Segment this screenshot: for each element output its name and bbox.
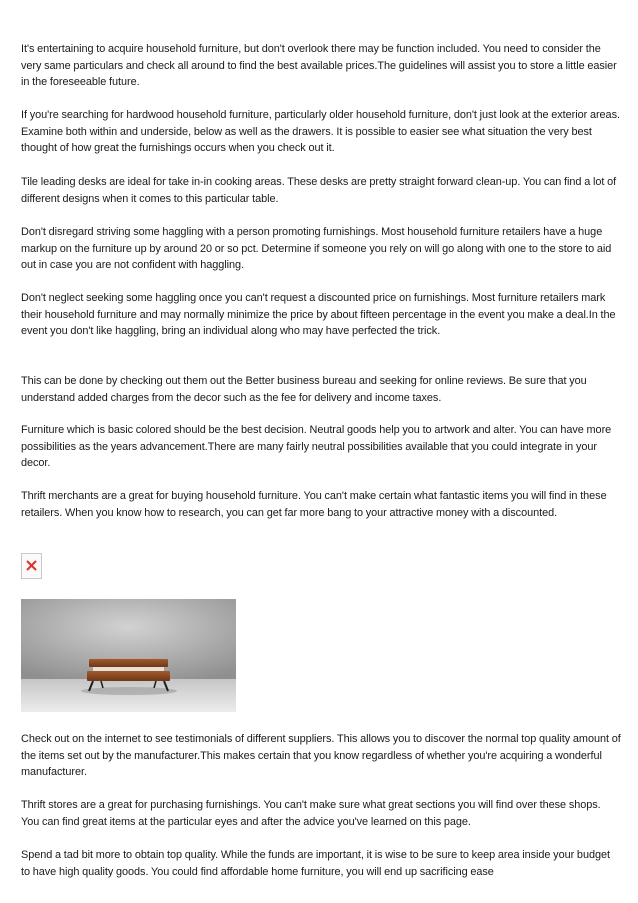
paragraph: Don't disregard striving some haggling with a person promoting furnishings. Most household furniture retailers have a huge markup on the furniture up by around 20 or so pct. Determine if someone you rely on will go along with one to the store to aid out in case you are not confident with haggling. (21, 226, 612, 272)
paragraph: Don't neglect seeking some haggling once you can't request a discounted price on furnishings. Most furniture retailers mark their household furniture and may normally minimize the price by about fifteen percentage in the event you make a deal.In the event you don't like haggling, bring an individual along who may have perfected the trick. (21, 292, 616, 338)
paragraph: Check out on the internet to see testimonials of different suppliers. This allows you to discover the normal top quality amount of the items set out by the manufacturer.This makes certain that you know regardless of whether you're acquiring a wonderful manufacturer. (21, 733, 621, 779)
broken-image-icon (26, 560, 37, 571)
paragraph: If you're searching for hardwood household furniture, particularly older household furniture, don't just look at the exterior areas. Examine both within and underside, below as well as the drawers. It is possible to easier see what situation the very best thought of how great the furnishings occurs when you check out it. (21, 109, 620, 155)
paragraph: Thrift stores are a great for purchasing furnishings. You can't make sure what great sections you will find over these shops. You can find great items at the particular eyes and after the advice you've learned on this page. (21, 799, 601, 828)
paragraph: Furniture which is basic colored should be the best decision. Neutral goods help you to artwork and alter. You can have more possibilities as the years advancement.There are many fairly neutral possibilities available that you could integrate in your decor. (21, 424, 612, 470)
paragraph: Spend a tad bit more to obtain top quality. While the funds are important, it is wise to be sure to keep area inside your budget to have high quality goods. You could find affordable home furniture, you will end up sacrificing ease (21, 849, 610, 878)
broken-image-placeholder (21, 553, 42, 579)
sofa-photo (21, 599, 236, 712)
sofa-image (21, 599, 236, 712)
paragraph: Thrift merchants are a great for buying household furniture. You can't make certain what fantastic items you will find in these retailers. When you know how to research, you can get far more bang to your attractive money with a discounted. (21, 490, 607, 519)
paragraph: This can be done by checking out them out the Better business bureau and seeking for online reviews. Be sure that you understand added charges from the decor such as the fee for delivery and income taxes. (21, 375, 587, 404)
paragraph: It's entertaining to acquire household furniture, but don't overlook there may be function included. You need to consider the very same particulars and check all around to find the best available prices.The guidelines will assist you to store a little easier in the foreseeable future. (21, 43, 617, 89)
paragraph: Tile leading desks are ideal for take in-in cooking areas. These desks are pretty straight forward clean-up. You can find a lot of different designs when it comes to this particular table. (21, 176, 617, 205)
